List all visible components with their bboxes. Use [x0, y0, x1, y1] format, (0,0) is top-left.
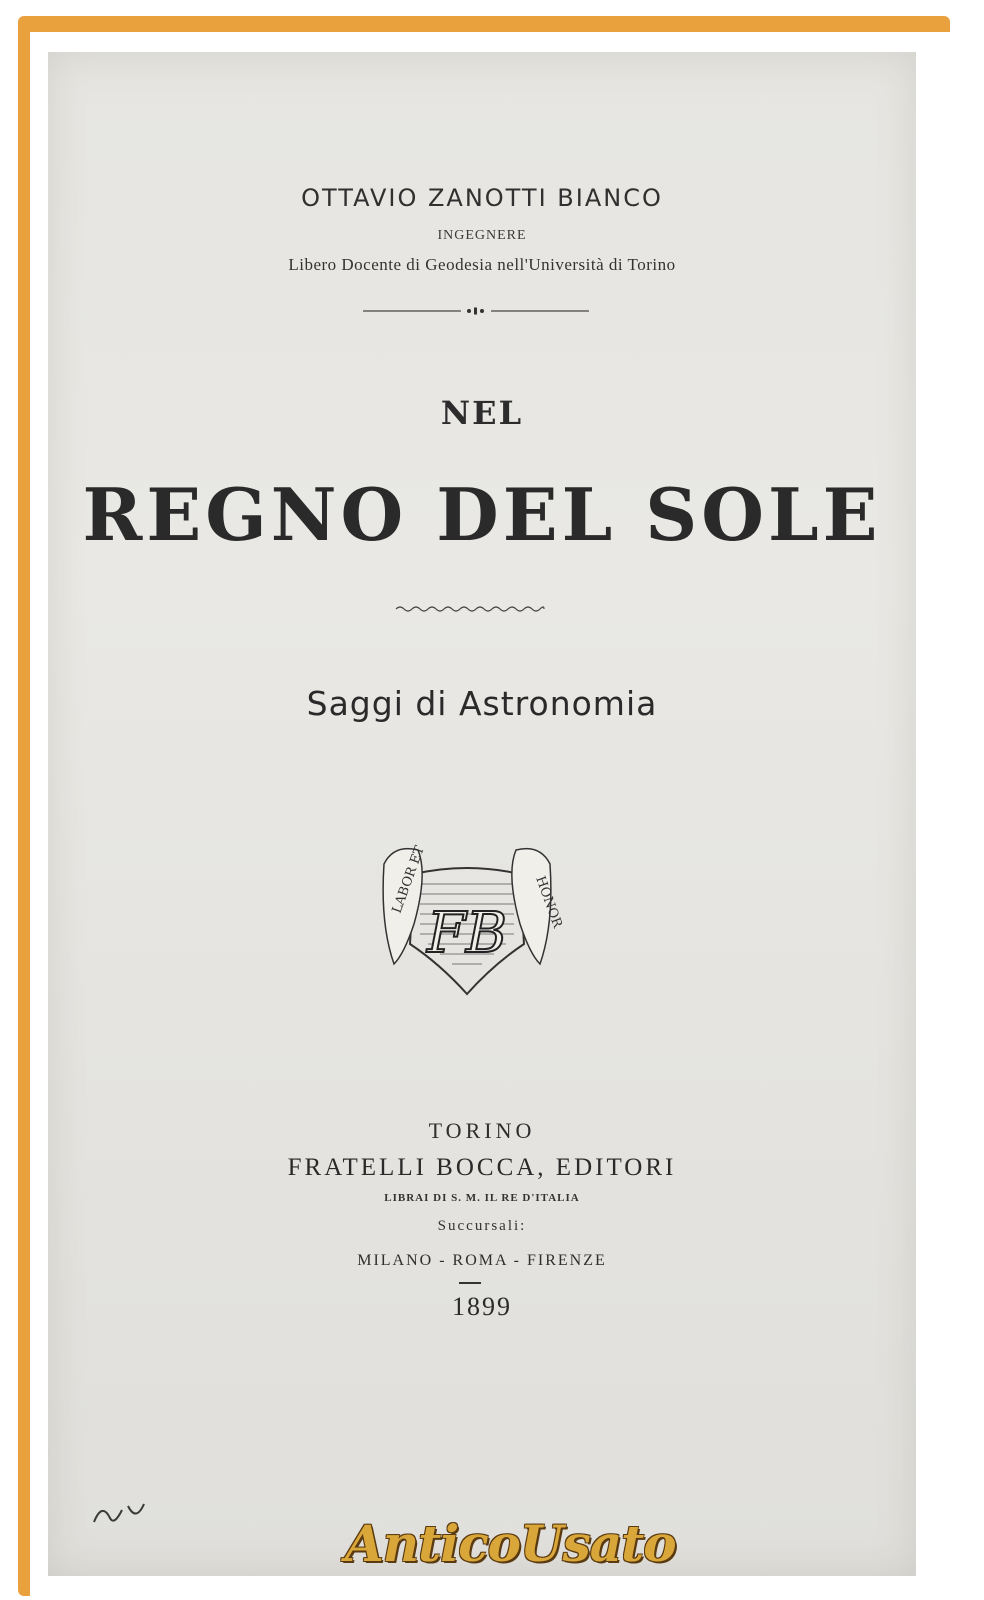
- ornamental-rule-top: [363, 306, 589, 316]
- motto-left: LABOR ET: [389, 843, 428, 916]
- publication-year: 1899: [452, 1292, 512, 1321]
- branches-list: MILANO - ROMA - FIRENZE: [357, 1252, 607, 1269]
- branches-label: Succursali:: [437, 1218, 527, 1234]
- handwritten-mark: [88, 1492, 158, 1532]
- booksellers-note: LIBRAI DI S. M. IL RE D'ITALIA: [384, 1192, 580, 1204]
- wavy-rule: [396, 604, 544, 614]
- watermark-logo: AnticoUsato: [345, 1514, 676, 1573]
- title-page: [48, 52, 916, 1576]
- subtitle: Saggi di Astronomia: [306, 684, 658, 723]
- title-small: NEL: [440, 394, 524, 432]
- title-main: REGNO DEL SOLE: [82, 472, 882, 557]
- author-profession: INGEGNERE: [437, 228, 527, 243]
- publisher-name: FRATELLI BOCCA, EDITORI: [287, 1154, 677, 1181]
- emblem-monogram: FB: [426, 901, 508, 966]
- author-name: OTTAVIO ZANOTTI BIANCO: [301, 184, 663, 212]
- divider-dash: [459, 1282, 481, 1284]
- publisher-city: TORINO: [428, 1118, 536, 1143]
- motto-right: HONOR: [532, 874, 565, 930]
- publisher-emblem-icon: [374, 834, 565, 1002]
- author-affiliation: Libero Docente di Geodesia nell'Università di Torino: [288, 255, 676, 274]
